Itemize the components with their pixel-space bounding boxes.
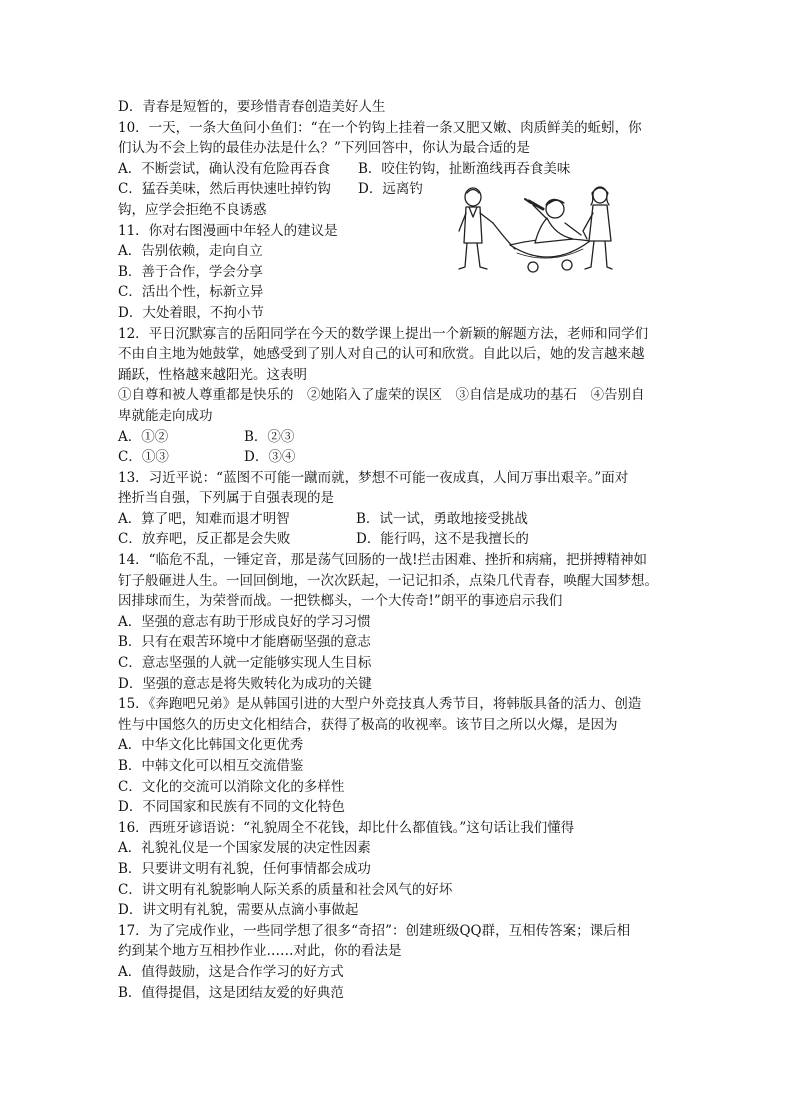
text-line: 14．“临危不乱，一锤定音，那是荡气回肠的一战!拦击困难、挫折和病痛，把拼搏精神如 bbox=[118, 552, 648, 569]
option-a: A．算了吧，知难而退才明智 bbox=[118, 510, 290, 527]
text-line: A．告别依赖，走向自立 bbox=[118, 243, 263, 260]
text-line: 13．习近平说：“蓝图不可能一蹴而就，梦想不可能一夜成真，人间万事出艰辛。”面对 bbox=[118, 469, 629, 486]
text-line: C．意志坚强的人就一定能够实现人生目标 bbox=[118, 655, 372, 672]
text-line: ①自尊和被人尊重都是快乐的 ②她陷入了虚荣的误区 ③自信是成功的基石 ④告别自 bbox=[118, 387, 645, 404]
option-b: B．咬住钓钩，扯断渔线再吞食美味 bbox=[358, 160, 571, 177]
option-d: D．能行吗，这不是我擅长的 bbox=[356, 531, 529, 548]
text-line: D．坚强的意志是将失败转化为成功的关键 bbox=[118, 675, 372, 692]
text-line: B．善于合作，学会分享 bbox=[118, 263, 263, 280]
text-line: 不由自主地为她鼓掌，她感受到了别人对自己的认可和欣赏。自此以后，她的发言越来越 bbox=[118, 346, 645, 363]
text-line: 15．《奔跑吧兄弟》是从韩国引进的大型户外竞技真人秀节目，将韩版具备的活力、创造 bbox=[118, 696, 642, 713]
text-line: B．只要讲文明有礼貌，任何事情都会成功 bbox=[118, 860, 371, 877]
text-line: 钩，应学会拒绝不良诱惑 bbox=[118, 201, 267, 218]
q13-options-row bbox=[118, 509, 678, 530]
option-d: D．远离钓 bbox=[358, 181, 423, 198]
text-line: 约到某个地方互相抄作业……对此，你的看法是 bbox=[118, 943, 402, 960]
option-a: A．不断尝试，确认没有危险再吞食 bbox=[118, 160, 331, 177]
text-line: 10．一天，一条大鱼问小鱼们：“在一个钓钩上挂着一条又肥又嫩、肉质鲜美的蚯蚓，你 bbox=[118, 119, 642, 136]
text-line: A．礼貌礼仪是一个国家发展的决定性因素 bbox=[118, 840, 371, 857]
option-c: C．猛吞美味，然后再快速吐掉钓钩 bbox=[118, 181, 331, 198]
text-line: B．中韩文化可以相互交流借鉴 bbox=[118, 758, 304, 774]
text-line: D．讲文明有礼貌，需要从点滴小事做起 bbox=[118, 902, 359, 919]
option-d: D．③④ bbox=[244, 449, 296, 466]
text-line: 因排球而生，为荣誉而战。一把铁榔头，一个大传奇!”朗平的事迹启示我们 bbox=[118, 593, 563, 610]
option-b: B．试一试，勇敢地接受挑战 bbox=[356, 510, 528, 527]
text-line: A．中华文化比韩国文化更优秀 bbox=[118, 737, 304, 754]
text-line: 们认为不会上钩的最佳办法是什么？”下列回答中，你认为最合适的是 bbox=[118, 140, 530, 157]
option-c: C．①③ bbox=[118, 449, 169, 466]
text-line: 12．平日沉默寡言的岳阳同学在今天的数学课上提出一个新颖的解题方法，老师和同学们 bbox=[118, 325, 649, 342]
text-line: 踊跃，性格越来越阳光。这表明 bbox=[118, 366, 307, 383]
option-c: C．放弃吧，反正都是会失败 bbox=[118, 531, 291, 548]
text-line: D．大处着眼，不拘小节 bbox=[118, 304, 264, 321]
text-line: B．只有在艰苦环境中才能磨砺坚强的意志 bbox=[118, 634, 371, 651]
q13-options-row bbox=[118, 529, 678, 550]
q12-options-row bbox=[118, 427, 678, 448]
text-line: D．青春是短暂的，要珍惜青春创造美好人生 bbox=[118, 99, 386, 115]
text-line: C．文化的交流可以消除文化的多样性 bbox=[118, 778, 345, 795]
cartoon-illustration bbox=[455, 183, 613, 278]
text-line: 17．为了完成作业，一些同学想了很多“奇招”：创建班级QQ群，互相传答案；课后相 bbox=[118, 922, 631, 939]
q10-options-row bbox=[118, 159, 678, 180]
text-line: 16．西班牙谚语说：“礼貌周全不花钱，却比什么都值钱。”这句话让我们懂得 bbox=[118, 819, 575, 836]
text-line: C．活出个性，标新立异 bbox=[118, 284, 264, 301]
option-a: A．①② bbox=[118, 428, 169, 445]
text-line: D．不同国家和民族有不同的文化特色 bbox=[118, 799, 345, 816]
text-line: B．值得提倡，这是团结友爱的好典范 bbox=[118, 984, 344, 1001]
q12-options-row bbox=[118, 447, 678, 468]
text-line: 挫折当自强，下列属于自强表现的是 bbox=[118, 490, 334, 507]
text-line: 11．你对右图漫画中年轻人的建议是 bbox=[118, 222, 338, 239]
text-line: A．值得鼓励，这是合作学习的好方式 bbox=[118, 963, 344, 980]
text-line: C．讲文明有礼貌影响人际关系的质量和社会风气的好坏 bbox=[118, 881, 453, 898]
text-line: 卑就能走向成功 bbox=[118, 407, 213, 424]
option-b: B．②③ bbox=[244, 428, 295, 445]
text-line: 性与中国悠久的历史文化相结合，获得了极高的收视率。该节目之所以火爆，是因为 bbox=[118, 716, 618, 733]
text-line: A．坚强的意志有助于形成良好的学习习惯 bbox=[118, 613, 371, 630]
text-line: 钉子般砸进人生。一回回倒地，一次次跃起，一记记扣杀，点染几代青春，唤醒大国梦想。 bbox=[118, 572, 658, 589]
